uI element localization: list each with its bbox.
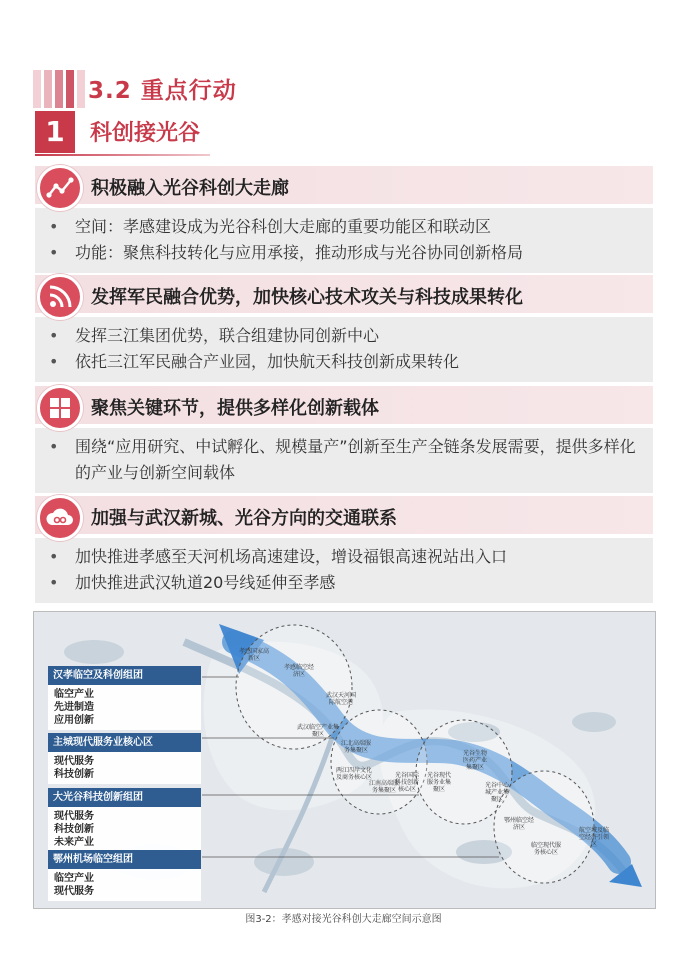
region-label: 孝感国家高新区 [239, 648, 270, 662]
legend-item: 科技创新 [54, 824, 94, 835]
cloud-link-icon [37, 495, 83, 541]
windows-icon [37, 385, 83, 431]
region-label: 江北高端服务集聚区 [340, 740, 371, 754]
legend-title: 主城现代服务业核心区 [48, 733, 201, 752]
corridor-map-figure [33, 611, 656, 909]
region-label: 鄂州临空经济区 [504, 817, 535, 831]
legend-item: 临空产业 [54, 689, 94, 700]
topic-title: 积极融入光谷科创大走廊 [91, 178, 289, 199]
bullet-item: • 功能：聚焦科技转化与应用承接，推动形成与光谷协同创新格局 [47, 240, 643, 266]
bullet-item: • 依托三江军民融合产业园，加快航天科技创新成果转化 [47, 349, 643, 375]
legend-items [48, 752, 201, 784]
region-label: 武汉天河国际航空港 [325, 692, 356, 706]
region-label: 航空城及临空经济引领区 [579, 827, 610, 848]
bullet-item: • 空间：孝感建设成为光谷科创大走廊的重要功能区和联动区 [47, 214, 643, 240]
bullet-item: • 加快推进武汉轨道20号线延伸至孝感 [47, 570, 643, 596]
region-label: 孝感临空经济区 [284, 664, 315, 678]
region-label: 光谷国际科技创新核心区 [394, 772, 419, 793]
legend-items [48, 685, 201, 730]
legend-item: 现代服务 [54, 756, 94, 767]
subsection-number: 1 [35, 111, 75, 153]
legend-item: 临空产业 [54, 873, 94, 884]
legend-title: 鄂州机场临空组团 [48, 850, 201, 869]
legend-item: 应用创新 [54, 715, 94, 726]
legend-item: 先进制造 [54, 702, 94, 713]
legend-items [48, 869, 201, 901]
bullet-item: • 围绕“应用研究、中试孵化、规模量产”创新至生产全链条发展需要，提供多样化的产业与创新空间载体 [47, 434, 643, 486]
subsection-underline [35, 154, 210, 156]
topic-header [35, 386, 653, 424]
region-label: 临空现代服务核心区 [530, 842, 561, 856]
legend-items [48, 807, 201, 852]
legend-item: 科技创新 [54, 769, 94, 780]
topic-bullets [35, 208, 653, 273]
bullet-item: • 发挥三江集团优势，联合组建协同创新中心 [47, 323, 643, 349]
legend-item: 未来产业 [54, 837, 94, 848]
topic-bullets [35, 317, 653, 382]
legend-group [48, 850, 201, 901]
topic-block [35, 496, 653, 603]
region-label: 武汉临空产业集聚区 [296, 724, 339, 738]
topic-bullets [35, 538, 653, 603]
legend-group [48, 733, 201, 784]
topic-block [35, 275, 653, 382]
topic-bullets [35, 428, 653, 493]
legend-group [48, 788, 201, 852]
section-title: 3.2 重点行动 [88, 78, 237, 104]
legend-title: 大光谷科技创新组团 [48, 788, 201, 807]
region-label: 光谷现代服务业集聚区 [426, 772, 451, 793]
legend-item: 现代服务 [54, 886, 94, 897]
topic-block [35, 386, 653, 493]
subsection-title: 科创接光谷 [90, 121, 201, 146]
topic-title: 发挥军民融合优势，加快核心技术攻关与科技成果转化 [91, 287, 523, 308]
topic-title: 聚焦关键环节，提供多样化创新载体 [91, 398, 379, 419]
trend-chart-icon [37, 165, 83, 211]
topic-header [35, 496, 653, 534]
legend-title: 汉孝临空及科创组团 [48, 666, 201, 685]
legend-group [48, 666, 201, 730]
section-decoration-bars [33, 70, 85, 108]
region-label: 光谷生物医药产业集聚区 [462, 750, 487, 771]
region-label: 江南高端服务集聚区 [368, 780, 399, 794]
region-label: 两江四岸文化及商务核心区 [335, 767, 372, 781]
topic-block [35, 166, 653, 273]
figure-caption: 图3-2：孝感对接光谷科创大走廊空间示意图 [245, 914, 442, 925]
legend-item: 现代服务 [54, 811, 94, 822]
topic-header [35, 166, 653, 204]
topic-header [35, 275, 653, 313]
rss-icon [37, 274, 83, 320]
region-label: 光谷中心城产业集聚区 [484, 782, 509, 803]
bullet-item: • 加快推进孝感至天河机场高速建设，增设福银高速祝站出入口 [47, 544, 643, 570]
topic-title: 加强与武汉新城、光谷方向的交通联系 [91, 508, 397, 529]
